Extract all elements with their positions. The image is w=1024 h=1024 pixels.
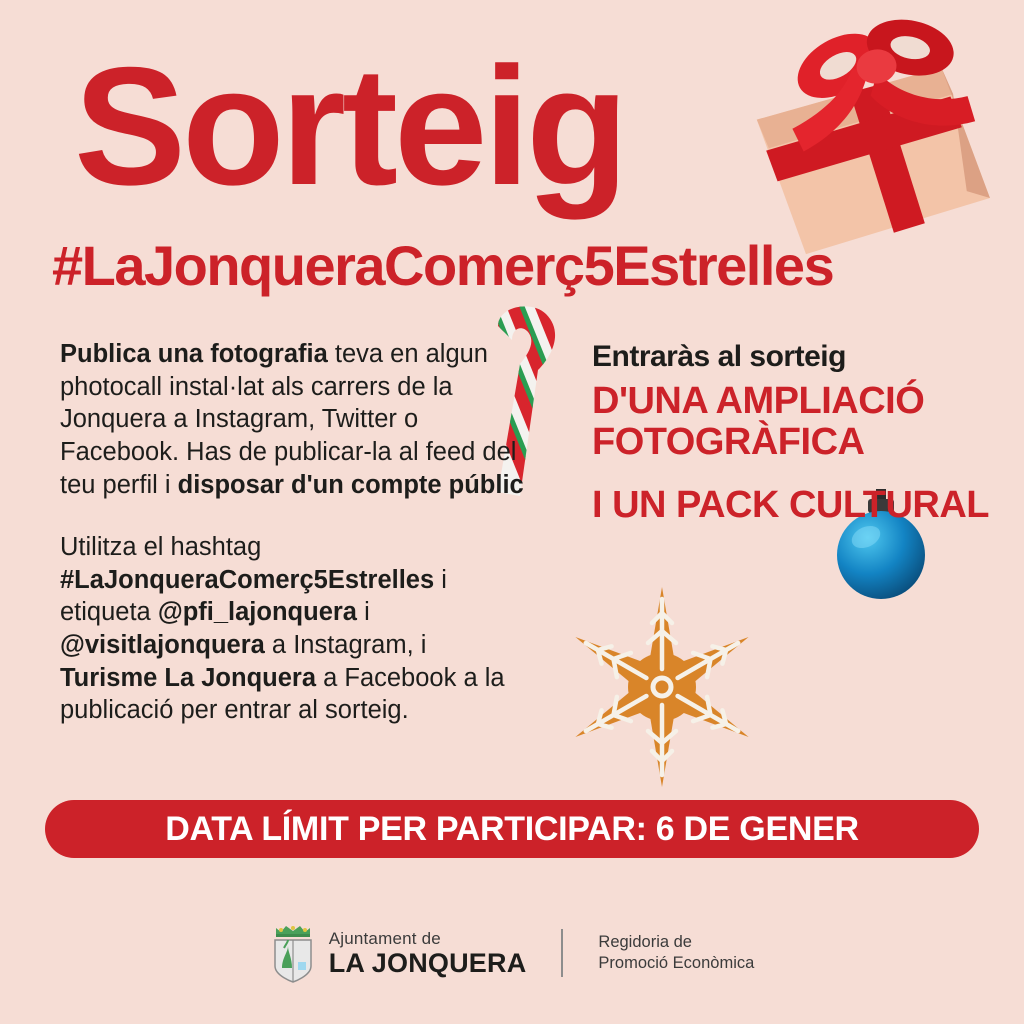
instructions-text <box>60 338 530 727</box>
footer-divider <box>561 929 563 977</box>
prize-2: I UN PACK CULTURAL <box>592 484 989 527</box>
tag-instruction-tail: a Facebook a la publicació per entrar al sorteig. <box>60 663 505 725</box>
department-line-2: Promoció Econòmica <box>598 954 755 972</box>
instagram-handle-1: @pfi_lajonquera <box>157 598 357 627</box>
footer <box>0 898 1024 1008</box>
instagram-handle-2: @visitlajonquera <box>60 631 265 659</box>
instructions-bold-tail: disposar d'un compte públic <box>177 470 524 499</box>
town-hall-line-2: LA JONQUERA <box>328 947 527 978</box>
department-name <box>598 932 754 975</box>
town-crest-icon <box>270 922 316 984</box>
gift-box-image <box>737 18 1005 266</box>
department-line-1: Regidoria de <box>598 932 692 951</box>
deadline-banner <box>45 800 979 858</box>
tag-instruction-mid-3: a Instagram, i <box>264 631 427 659</box>
town-hall-logo <box>270 922 755 984</box>
prize-1: D'UNA AMPLIACIÓ FOTOGRÀFICA <box>592 380 925 464</box>
hashtag-inline: #LaJonqueraComerç5Estrelles <box>60 565 435 594</box>
prizes-text <box>592 340 1012 526</box>
hashtag-instruction-lead: Utilitza el hashtag <box>60 533 262 562</box>
instructions-paragraph-1 <box>60 338 530 501</box>
town-hall-name <box>329 930 527 977</box>
tag-instruction-mid-1: i etiqueta <box>60 565 447 627</box>
instructions-paragraph-2 <box>60 531 530 727</box>
town-hall-line-1: Ajuntament de <box>328 928 441 948</box>
facebook-page-name: Turisme La Jonquera <box>60 663 317 692</box>
prize-intro: Entraràs al sorteig <box>592 340 846 373</box>
page-title: Sorteig <box>74 32 625 220</box>
tag-instruction-mid-2: i <box>357 598 370 627</box>
instructions-text-1: teva en algun photocall instal·lat als carrers de la Jonquera a Instagram, Twitter o Facebook. Has de publicar-la al feed del teu perfil i <box>60 340 517 499</box>
deadline-text: DATA LÍMIT PER PARTICIPAR: 6 DE GENER <box>165 809 859 848</box>
gingerbread-star-cookie-image <box>555 580 770 795</box>
campaign-hashtag: #LaJonqueraComerç5Estrelles <box>52 234 834 297</box>
instructions-bold-lead: Publica una fotografia <box>60 340 328 368</box>
